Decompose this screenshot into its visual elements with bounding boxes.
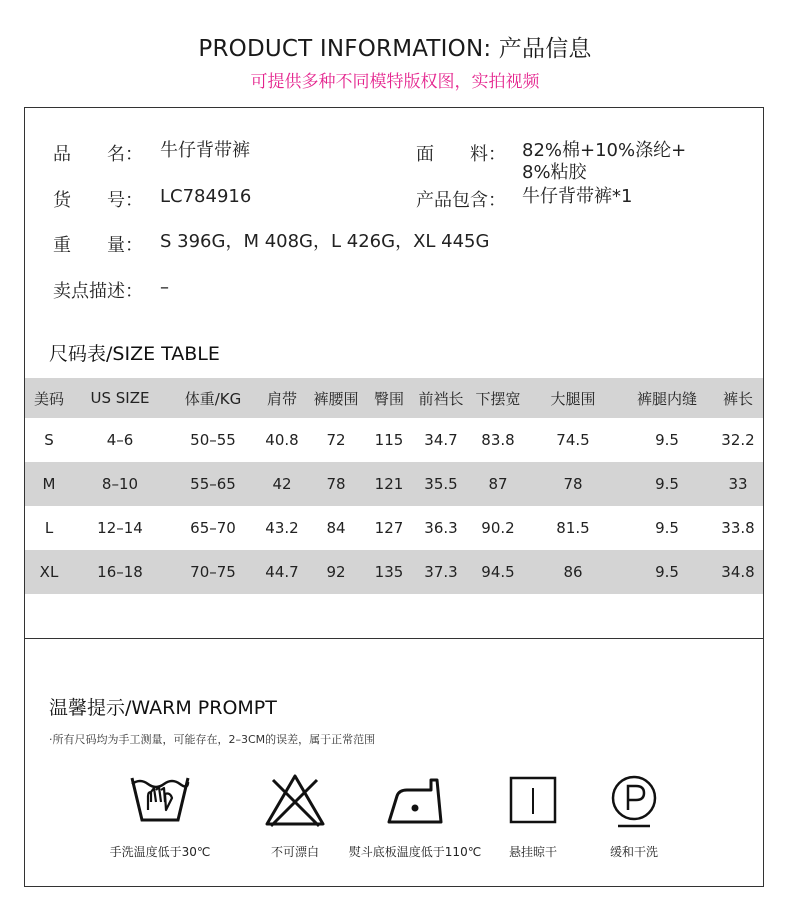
table-cell: 8–10 [73,462,167,506]
table-cell: L [44,519,54,537]
table-cell: 43.2 [265,519,299,537]
fabric-label: 面 料： [416,144,506,165]
table-cell: 9.5 [621,550,713,594]
table-cell: 40.8 [265,431,299,449]
table-cell: 33 [713,462,763,506]
table-cell: 9.5 [621,462,713,506]
table-cell: 65–70 [190,519,236,537]
table-cell: 55–65 [167,462,259,506]
table-cell: 127 [374,519,404,537]
table-header-cell: 裤腿内缝 [621,378,713,418]
table-header-cell: 裤长 [713,378,763,418]
table-cell: 9.5 [655,431,679,449]
hand-wash-icon [128,770,192,830]
name-label: 品 名： [53,144,143,165]
selling-point-label: 卖点描述： [53,281,143,302]
table-row [25,550,763,594]
fabric-value-line2: 8%粘胶 [522,162,587,183]
table-cell: S [44,431,54,449]
table-cell: 32.2 [721,431,755,449]
table-cell: 115 [374,431,404,449]
no-bleach-icon [263,770,327,830]
table-header-cell: US SIZE [73,378,167,418]
fabric-value-line1: 82%棉+10%涤纶+ [522,140,687,161]
includes-label: 产品包含： [416,190,506,211]
table-row [25,506,763,550]
table-header-cell: 美码 [25,378,73,418]
table-header-cell: 臀围 [367,378,411,418]
weight-value: S 396G，M 408G，L 426G，XL 445G [160,231,490,252]
table-cell: 92 [305,550,367,594]
measurement-note: ·所有尺码均为手工测量，可能存在，2–3CM的误差，属于正常范围 [49,733,376,746]
table-cell: 78 [525,462,621,506]
table-cell: 86 [525,550,621,594]
table-cell: 94.5 [471,550,525,594]
table-cell: 16–18 [73,550,167,594]
care-label: 不可漂白 [270,845,319,859]
care-item-dry-clean [574,770,694,859]
table-header-cell: 下摆宽 [471,378,525,418]
table-header-row [25,378,763,418]
table-header-cell: 裤腰围 [305,378,367,418]
section-divider [24,638,764,639]
table-cell: 74.5 [556,431,590,449]
selling-point-value: – [160,277,169,298]
table-cell: 33.8 [721,519,755,537]
table-cell: 37.3 [411,550,471,594]
size-table [25,378,763,594]
weight-label: 重 量： [53,235,143,256]
table-cell: 42 [259,462,305,506]
table-cell: 50–55 [190,431,236,449]
page-title: PRODUCT INFORMATION: 产品信息 [198,36,592,62]
table-cell: 70–75 [167,550,259,594]
care-label: 悬挂晾干 [508,845,557,859]
table-cell: 36.3 [424,519,458,537]
table-row [25,462,763,506]
table-header-cell: 大腿围 [525,378,621,418]
size-table-title: 尺码表/SIZE TABLE [49,343,220,365]
care-label: 手洗温度低于30℃ [109,845,211,859]
table-cell: 90.2 [481,519,515,537]
table-cell: 78 [305,462,367,506]
table-cell: 81.5 [556,519,590,537]
table-cell: 135 [367,550,411,594]
table-cell: 35.5 [411,462,471,506]
table-cell: 121 [367,462,411,506]
iron-icon [383,770,447,830]
dry-clean-p-icon [602,770,666,830]
table-cell: 12–14 [97,519,143,537]
table-cell: 4–6 [106,431,134,449]
care-item-no-bleach [235,770,355,859]
sku-label: 货 号： [53,190,143,211]
table-header-cell: 肩带 [259,378,305,418]
table-header-cell: 前裆长 [411,378,471,418]
care-item-iron [348,770,482,859]
line-dry-icon [501,770,565,830]
table-cell: 84 [326,519,346,537]
name-value: 牛仔背带裤 [160,140,250,161]
table-cell: XL [25,550,73,594]
table-cell: 72 [326,431,346,449]
page-subtitle: 可提供多种不同模特版权图，实拍视频 [250,72,540,92]
table-cell: 83.8 [481,431,515,449]
table-cell: 34.7 [424,431,458,449]
care-label: 熨斗底板温度低于110℃ [348,845,482,859]
table-cell: M [25,462,73,506]
table-cell: 87 [471,462,525,506]
care-item-hand-wash [100,770,220,859]
table-cell: 34.8 [713,550,763,594]
table-header-cell: 体重/KG [167,378,259,418]
warm-prompt-title: 温馨提示/WARM PROMPT [49,697,277,719]
includes-value: 牛仔背带裤*1 [522,186,633,207]
sku-value: LC784916 [160,186,252,207]
table-cell: 9.5 [655,519,679,537]
table-row [25,418,763,462]
care-label: 缓和干洗 [609,845,658,859]
table-cell: 44.7 [259,550,305,594]
